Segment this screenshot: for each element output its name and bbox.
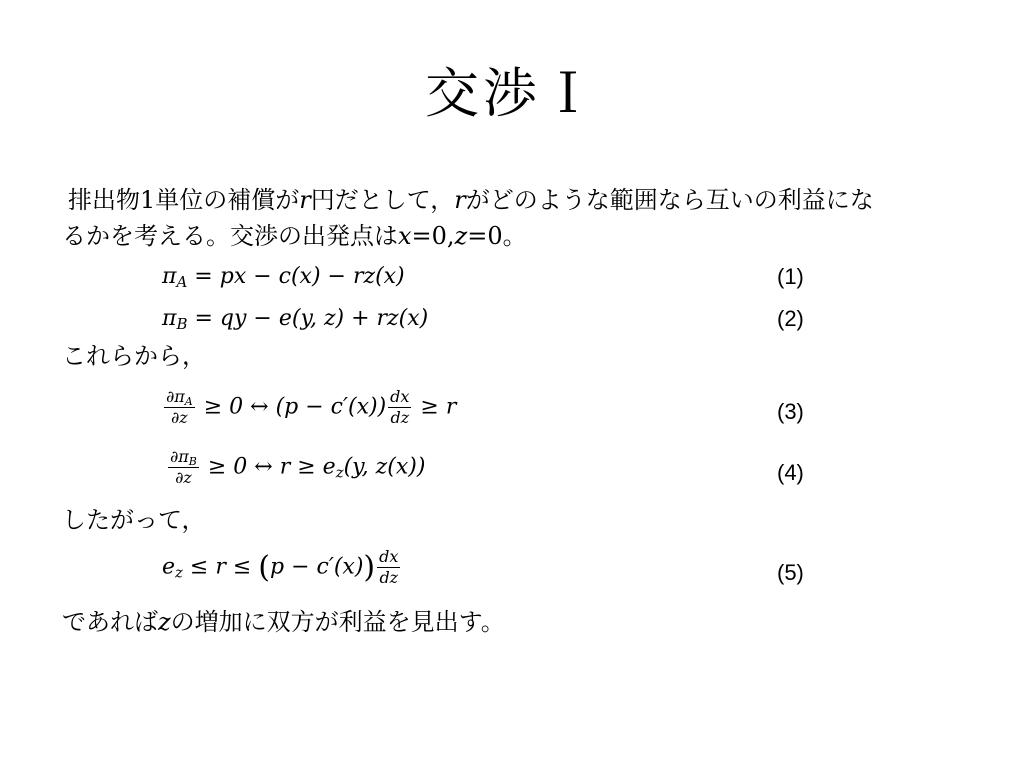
eq4-frac-num: ∂π (170, 447, 189, 466)
intro-value: =0, (411, 222, 455, 250)
equation-1-number: (1) (777, 264, 804, 289)
eq4-tail: (y, z(x)) (343, 454, 426, 480)
intro-variable-z: z (454, 222, 468, 250)
eq5-inner: p − c′(x) (270, 554, 364, 580)
eq5-open-paren: ( (258, 549, 271, 585)
eq3-frac-sub: A (184, 395, 193, 408)
intro-text: るかを考える。交渉の出発点は (62, 222, 398, 250)
eq5-frac-num: dx (379, 547, 399, 566)
eq5-close-paren: ) (363, 549, 376, 585)
equation-4-number: (4) (777, 460, 804, 485)
eq1-subscript: A (176, 273, 188, 291)
intro-number: 1 (140, 186, 156, 214)
intro-variable-r: r (454, 186, 466, 214)
equation-2-number: (2) (777, 306, 804, 331)
intro-variable-x: x (398, 222, 412, 250)
equation-2 (162, 304, 428, 334)
eq5-lhs: e (162, 554, 176, 580)
eq5-mid: ≤ r ≤ (182, 554, 259, 580)
text-shitagatte: したがって， (62, 506, 206, 534)
intro-variable-r: r (299, 186, 311, 214)
eq2-symbol: π (162, 306, 177, 331)
intro-text: 円だとして， (310, 186, 455, 214)
equation-1 (162, 262, 405, 292)
eq3-tail: ≥ r (413, 394, 457, 420)
eq3-mid: ≥ 0 ↔ (p − c′(x)) (196, 394, 387, 420)
equation-3-number: (3) (777, 399, 804, 424)
equation-5 (162, 548, 402, 587)
eq4-fraction (168, 448, 199, 487)
eq5-subscript: z (175, 563, 183, 582)
intro-text: 。 (502, 222, 527, 250)
conclusion-text: であれば (62, 608, 158, 636)
intro-text: がどのような範囲なら互いの利益にな (465, 186, 874, 214)
eq2-subscript: B (176, 315, 188, 333)
eq1-rhs: = px − c(x) − rz(x) (187, 264, 405, 289)
eq5-frac-den: dz (379, 568, 399, 587)
eq3-fraction-2 (388, 388, 411, 427)
conclusion-text: の増加に双方が利益を見出す。 (170, 608, 505, 636)
eq4-subscript: z (335, 463, 344, 482)
equation-5-number: (5) (777, 560, 804, 585)
eq4-frac-sub: B (188, 455, 197, 468)
eq1-symbol: π (162, 264, 177, 289)
eq2-rhs: = qy − e(y, z) + rz(x) (187, 306, 429, 331)
eq3-fraction (164, 388, 195, 427)
eq4-frac-den: ∂z (175, 468, 192, 487)
eq5-fraction (377, 548, 400, 587)
eq3-frac2-num: dx (390, 387, 410, 406)
intro-line-2 (62, 218, 527, 254)
conclusion-variable-z: z (158, 608, 171, 636)
eq3-frac2-den: dz (390, 408, 410, 427)
equation-4 (166, 448, 425, 487)
equation-3 (162, 388, 456, 427)
intro-value: =0 (467, 222, 503, 250)
eq4-mid: ≥ 0 ↔ r ≥ e (200, 454, 336, 480)
slide-title: 交渉Ｉ (425, 62, 599, 125)
eq3-frac-den: ∂z (171, 408, 188, 427)
intro-line-1 (68, 182, 874, 218)
eq3-frac-num: ∂π (166, 387, 185, 406)
conclusion-line (62, 604, 505, 640)
text-korera: これらから， (62, 342, 206, 370)
intro-text: 単位の補償が (155, 186, 300, 214)
intro-text: 排出物 (68, 186, 140, 214)
